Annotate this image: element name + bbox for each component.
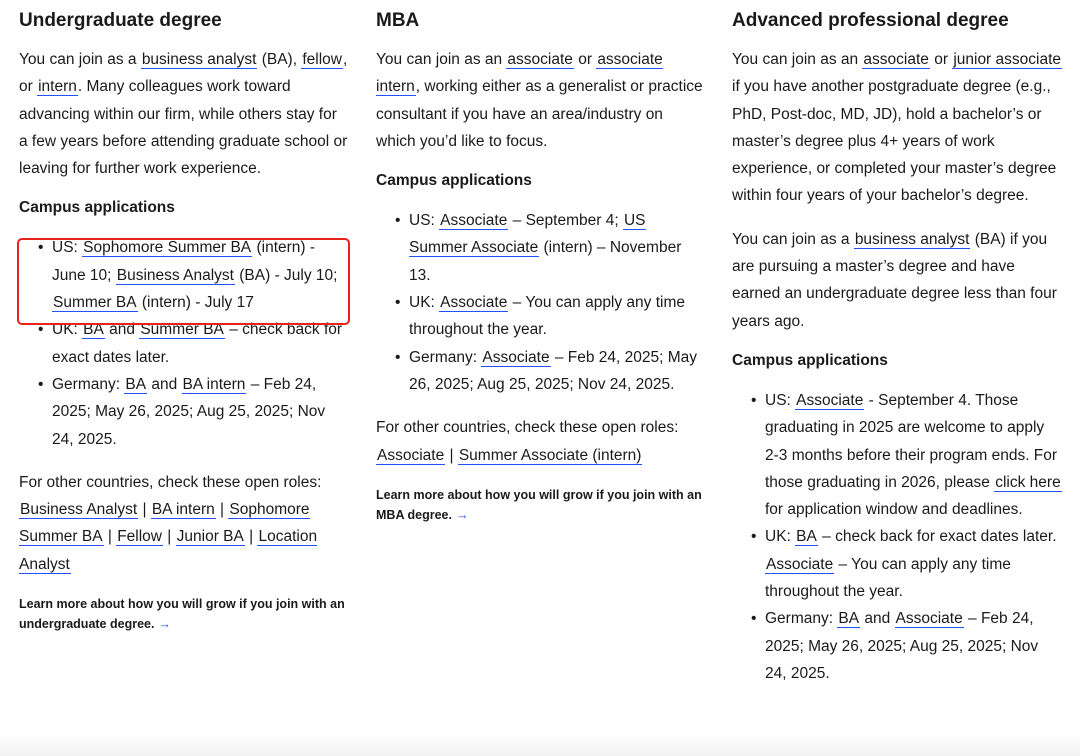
arrow-right-icon: →	[455, 507, 469, 522]
advanced-degree-intro-ba	[732, 226, 1062, 335]
associate-link[interactable]: Associate	[440, 212, 508, 230]
associate-link[interactable]: Associate	[796, 391, 864, 409]
fellow-link[interactable]: fellow	[302, 51, 342, 68]
intern-link[interactable]: intern	[38, 78, 77, 96]
item-text: – check back for exact dates later.	[817, 528, 1057, 546]
business-analyst-link[interactable]: business analyst	[854, 230, 970, 248]
item-text: Germany:	[409, 348, 482, 366]
intro-text: or	[573, 51, 597, 68]
item-text: (intern) - July 17	[137, 294, 254, 312]
campus-applications-heading: Campus applications	[732, 351, 888, 369]
item-text: – check back for exact dates later.	[52, 321, 343, 366]
other-countries-text: For other countries, check these open roles:	[376, 419, 679, 437]
advanced-degree-title: Advanced professional degree	[732, 10, 1009, 31]
associate-link[interactable]: Associate	[895, 610, 963, 628]
intro-text: You can join as an	[732, 51, 863, 68]
list-item-us	[765, 387, 1062, 523]
item-text: – September 4;	[508, 212, 623, 230]
learn-more-text: Learn more about how you will grow if you join with an MBA degree.	[376, 487, 702, 522]
intro-text: . Many colleagues work toward advancing within our firm, while others stay for a few years before attending graduate school or leaving for further work experience.	[19, 78, 348, 178]
ba-link[interactable]: BA	[125, 375, 147, 393]
associate-link[interactable]: associate	[863, 51, 929, 68]
ba-link[interactable]: BA	[83, 321, 104, 339]
mba-title: MBA	[376, 10, 420, 31]
learn-more-mba-link[interactable]	[376, 485, 706, 525]
ba-link[interactable]: BA	[796, 528, 817, 546]
item-text: US:	[765, 391, 796, 409]
learn-more-text: Learn more about how you will grow if you join with an undergraduate degree.	[19, 597, 345, 632]
intro-text: (BA),	[257, 51, 302, 68]
item-text: and	[860, 610, 895, 628]
intro-text: , or	[19, 51, 348, 96]
learn-more-undergraduate-link[interactable]	[19, 594, 349, 634]
item-text: – Feb 24, 2025; May 26, 2025; Aug 25, 2025; Nov 24, 2025.	[52, 375, 326, 448]
item-text: and	[104, 321, 140, 339]
list-item-germany	[52, 371, 349, 453]
click-here-link[interactable]: click here	[995, 473, 1061, 491]
bottom-fade	[0, 734, 1080, 756]
separator: |	[163, 528, 176, 546]
intro-text: (BA) if you are pursuing a master’s degree and have earned an undergraduate degree less than four years ago.	[732, 230, 1057, 330]
us-summer-associate-link[interactable]: US Summer Associate	[409, 212, 646, 257]
role-link-fellow[interactable]: Fellow	[117, 528, 162, 546]
separator: |	[103, 528, 117, 546]
item-text: - September 4. Those graduating in 2025 are welcome to apply 2-3 months before their program ends. For those graduating in 2026, please	[765, 391, 1058, 491]
associate-link[interactable]: associate	[507, 51, 573, 68]
ba-intern-link[interactable]: BA intern	[182, 375, 246, 393]
associate-link[interactable]: Associate	[440, 294, 508, 312]
item-text: Germany:	[765, 610, 838, 628]
arrow-right-icon: →	[158, 617, 171, 632]
item-text: US:	[409, 212, 440, 230]
undergraduate-intro	[19, 46, 349, 182]
advanced-degree-intro	[732, 46, 1062, 210]
role-link-junior-ba[interactable]: Junior BA	[176, 528, 244, 546]
intro-text: if you have another postgraduate degree (e.g., PhD, Post-doc, MD, JD), hold a bachelor’s or master’s degree plus 4+ years of work experience, or completed your master’s degree within four years of your bachelor’s degree.	[732, 78, 1057, 205]
item-text: – Feb 24, 2025; May 26, 2025; Aug 25, 2025; Nov 24, 2025.	[765, 610, 1039, 682]
intro-text: You can join as a	[19, 51, 141, 68]
separator: |	[445, 446, 458, 464]
highlight-box	[17, 238, 350, 325]
item-text: (intern) - June 10;	[52, 239, 316, 284]
role-link-summer-associate[interactable]: Summer Associate (intern)	[458, 446, 642, 464]
intro-text: You can join as a	[732, 230, 854, 248]
item-text: UK:	[765, 528, 796, 546]
business-analyst-link[interactable]: Business Analyst	[116, 266, 234, 284]
advanced-degree-column	[732, 0, 1062, 703]
list-item-us	[409, 207, 706, 289]
intro-text: , working either as a generalist or practice consultant if you have an area/industry on which you’d like to focus.	[376, 78, 703, 150]
role-link-ba-intern[interactable]: BA intern	[151, 501, 215, 519]
item-text: UK:	[52, 321, 83, 339]
other-countries-roles	[19, 469, 349, 578]
item-text: UK:	[409, 294, 440, 312]
separator: |	[215, 501, 229, 519]
list-item-germany	[409, 344, 706, 399]
item-text: (BA) - July 10;	[234, 266, 338, 284]
item-text: for application window and deadlines.	[765, 501, 1023, 519]
item-text: – Feb 24, 2025; May 26, 2025; Aug 25, 2025; Nov 24, 2025.	[409, 348, 698, 393]
campus-applications-heading: Campus applications	[19, 199, 175, 217]
item-text: – You can apply any time throughout the year.	[765, 555, 1011, 601]
associate-link[interactable]: Associate	[766, 555, 834, 573]
campus-applications-list	[732, 387, 1062, 687]
intro-text: or	[929, 51, 953, 68]
summer-ba-link[interactable]: Summer BA	[53, 294, 137, 312]
ba-link[interactable]: BA	[838, 610, 860, 628]
junior-associate-link[interactable]: junior associate	[953, 51, 1062, 68]
mba-intro	[376, 46, 706, 155]
role-link-sophomore-summer-ba[interactable]: Sophomore Summer BA	[19, 501, 310, 546]
intro-text: You can join as an	[376, 51, 507, 68]
item-text: – You can apply any time throughout the year.	[409, 294, 686, 339]
separator: |	[244, 528, 258, 546]
item-text: (intern) – November 13.	[409, 239, 682, 284]
other-countries-text: For other countries, check these open roles:	[19, 473, 322, 491]
list-item-uk	[409, 289, 706, 344]
mba-column	[376, 0, 706, 525]
sophomore-summer-ba-link[interactable]: Sophomore Summer BA	[83, 239, 252, 257]
item-text: Germany:	[52, 375, 125, 393]
role-link-location-analyst[interactable]: Location Analyst	[19, 528, 318, 573]
separator: |	[138, 501, 151, 519]
associate-link[interactable]: Associate	[482, 348, 550, 366]
item-text: US:	[52, 239, 83, 257]
undergraduate-title: Undergraduate degree	[19, 10, 222, 31]
campus-applications-heading: Campus applications	[376, 172, 532, 190]
item-text: and	[147, 375, 182, 393]
list-item-uk	[765, 523, 1062, 605]
campus-applications-list	[376, 207, 706, 398]
list-item-germany	[765, 605, 1062, 687]
role-link-associate[interactable]: Associate	[377, 446, 445, 464]
business-analyst-link[interactable]: business analyst	[141, 51, 257, 68]
role-link-business-analyst[interactable]: Business Analyst	[20, 501, 138, 519]
associate-intern-link[interactable]: associate intern	[376, 51, 663, 96]
other-countries-roles	[376, 414, 706, 469]
summer-ba-link[interactable]: Summer BA	[140, 321, 224, 339]
